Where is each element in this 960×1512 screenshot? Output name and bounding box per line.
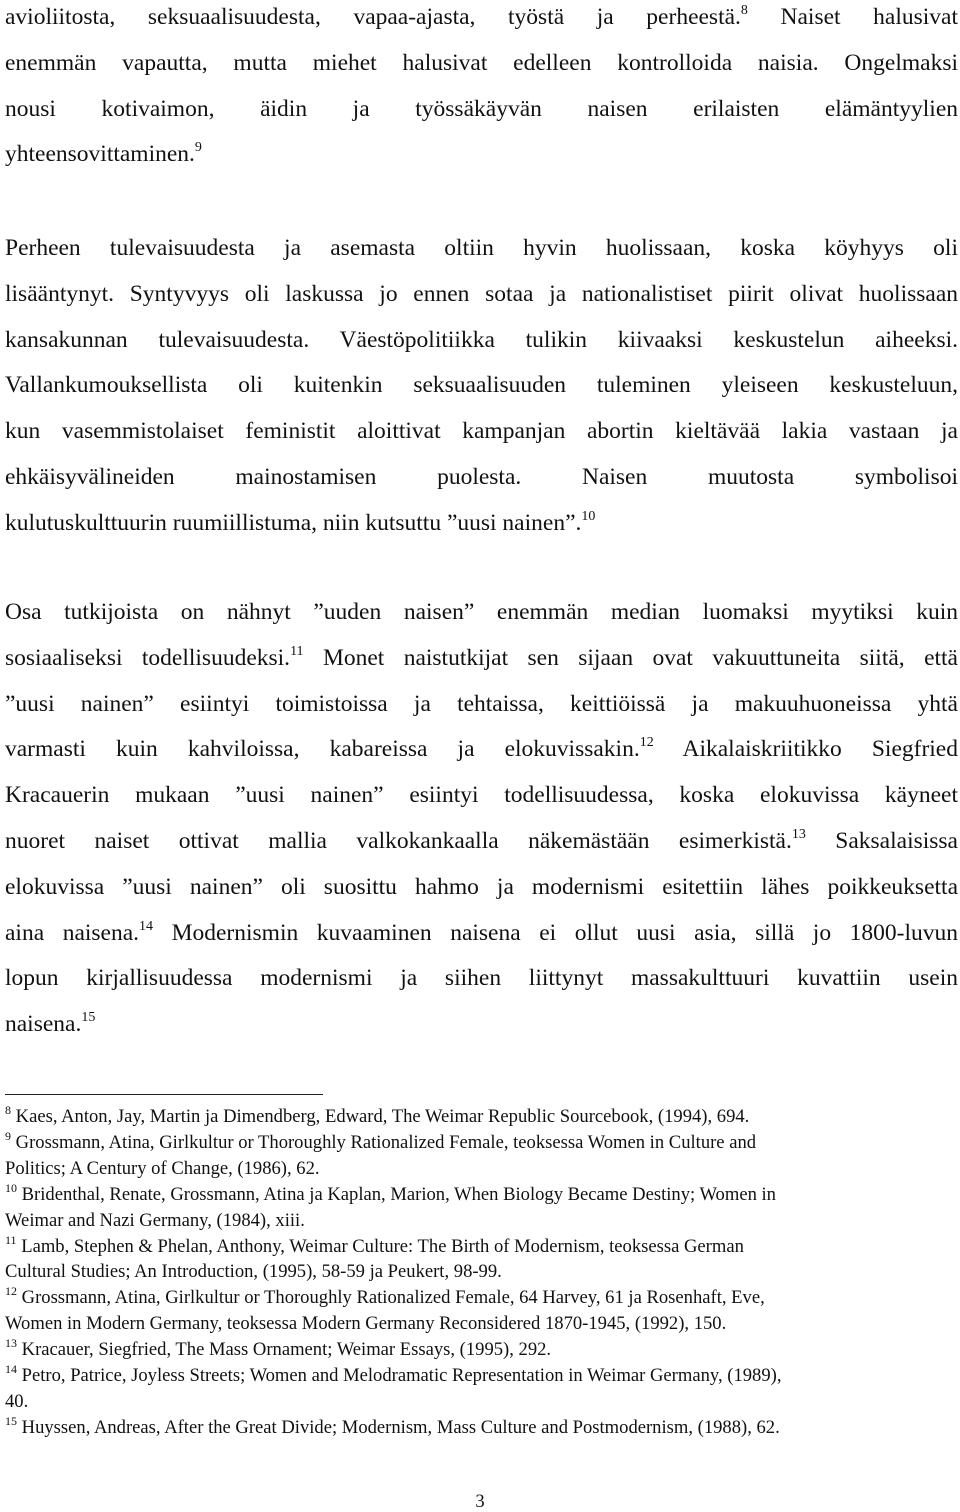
footnote-ref: 11 (290, 643, 304, 659)
text-line: kun vasemmistolaiset feministit aloittivat kampanjan abortin kieltävää lakia vastaan ja (5, 418, 958, 445)
text-line: avioliitosta, seksuaalisuudesta, vapaa-ajasta, työstä ja perheestä.$^8$ Naiset halusivat (5, 3, 958, 30)
body-paragraph-3 (5, 590, 958, 1048)
footnote-ref: 14 (139, 918, 154, 934)
text-line: enemmän vapautta, mutta miehet halusivat edelleen kontrolloida naisia. Ongelmaksi (5, 49, 958, 76)
text-line: kansakunnan tulevaisuudesta. Väestöpolitiikka tulikin kiivaaksi keskustelun aiheeksi. (5, 326, 958, 353)
footnote-10-continued: Weimar and Nazi Germany, (1984), xiii. (5, 1209, 305, 1231)
text-line: Kracauerin mukaan ”uusi nainen” esiintyi todellisuudessa, koska elokuvissa käyneet (5, 782, 958, 809)
text-line: varmasti kuin kahviloissa, kabareissa ja elokuvissakin.$^{12}$ Aikalaiskriitikko Siegfried (5, 735, 958, 763)
footnote-12: $^{12}$ Grossmann, Atina, Girlkultur or Thoroughly Rationalized Female, 64 Harvey, 61 ja Rosenhaft, Eve, (5, 1284, 765, 1309)
footnote-13: $^{13}$ Kracauer, Siegfried, The Mass Ornament; Weimar Essays, (1995), 292. (5, 1336, 552, 1361)
body-paragraph-1 (5, 0, 958, 178)
text-line: Osa tutkijoista on nähnyt ”uuden naisen” enemmän median luomaksi myytiksi kuin (5, 599, 958, 625)
footnote-11: $^{11}$ Lamb, Stephen & Phelan, Anthony, Weimar Culture: The Birth of Modernism, teoksessa German (5, 1232, 744, 1257)
text-line: yhteensovittaminen.$^9$ (5, 140, 202, 168)
footnote-9-continued: Politics; A Century of Change, (1986), 62. (5, 1157, 320, 1179)
footnote-ref: 13 (791, 826, 806, 842)
text-line: kulutuskulttuurin ruumiillistuma, niin kutsuttu ”uusi nainen”.$^{10}$ (5, 508, 596, 536)
footnotes-section (5, 1104, 955, 1441)
text-line: lisääntynyt. Syntyvyys oli laskussa jo ennen sotaa ja nationalistiset piirit olivat huolissaan (5, 280, 958, 307)
text-line: Vallankumouksellista oli kuitenkin seksuaalisuuden tuleminen yleiseen keskusteluun, (5, 372, 958, 399)
footnote-8: $^8$ Kaes, Anton, Jay, Martin ja Dimendberg, Edward, The Weimar Republic Sourcebook, (1994), 694. (5, 1103, 750, 1127)
footnote-ref: 10 (581, 508, 596, 524)
footnote-ref: 8 (740, 3, 748, 18)
footnote-12-continued: Women in Modern Germany, teoksessa Modern Germany Reconsidered 1870-1945, (1992), 150. (5, 1313, 727, 1335)
text-line: lopun kirjallisuudessa modernismi ja siihen liittynyt massakulttuuri kuvattiin usein (5, 965, 958, 992)
body-paragraph-2 (5, 226, 958, 547)
footnote-ref: 12 (639, 735, 654, 751)
footnote-14-continued: 40. (5, 1390, 29, 1412)
page-number: 3 (475, 1491, 485, 1512)
text-line: naisena.$^{15}$ (5, 1010, 96, 1038)
text-line: aina naisena.$^{14}$ Modernismin kuvaaminen naisena ei ollut uusi asia, sillä jo 1800-luvun (5, 918, 958, 946)
footnote-11-continued: Cultural Studies; An Introduction, (1995), 58-59 ja Peukert, 98-99. (5, 1261, 502, 1283)
footnote-15: $^{15}$ Huyssen, Andreas, After the Great Divide; Modernism, Mass Culture and Postmodernism, (1988), 62. (5, 1413, 780, 1438)
footnote-14: $^{14}$ Petro, Patrice, Joyless Streets; Women and Melodramatic Representation in Weimar Germany, (1989), (5, 1362, 782, 1387)
footnote-10: $^{10}$ Bridenthal, Renate, Grossmann, Atina ja Kaplan, Marion, When Biology Became Destiny; Women in (5, 1180, 776, 1205)
footnote-ref: 9 (194, 140, 202, 156)
text-line: sosiaaliseksi todellisuudeksi.$^{11}$ Monet naistutkijat sen sijaan ovat vakuuttuneita siitä, että (5, 643, 958, 671)
footnote-separator (5, 1094, 323, 1095)
text-line: ”uusi nainen” esiintyi toimistoissa ja tehtaissa, keittiöissä ja makuuhuoneissa yhtä (5, 690, 958, 717)
footnote-9: $^9$ Grossmann, Atina, Girlkultur or Thoroughly Rationalized Female, teoksessa Women in Culture and (5, 1128, 757, 1153)
text-line: Perheen tulevaisuudesta ja asemasta oltiin hyvin huolissaan, koska köyhyys oli (5, 235, 958, 261)
text-line: nousi kotivaimon, äidin ja työssäkäyvän naisen erilaisten elämäntyylien (5, 95, 958, 122)
text-line: elokuvissa ”uusi nainen” oli suosittu hahmo ja modernismi esitettiin lähes poikkeuksetta (5, 873, 958, 900)
footnote-ref: 15 (81, 1010, 96, 1026)
text-line: nuoret naiset ottivat mallia valkokankaalla näkemästään esimerkistä.$^{13}$ Saksalaisissa (5, 826, 958, 854)
text-line: ehkäisyvälineiden mainostamisen puolesta. Naisen muutosta symbolisoi (5, 463, 958, 490)
